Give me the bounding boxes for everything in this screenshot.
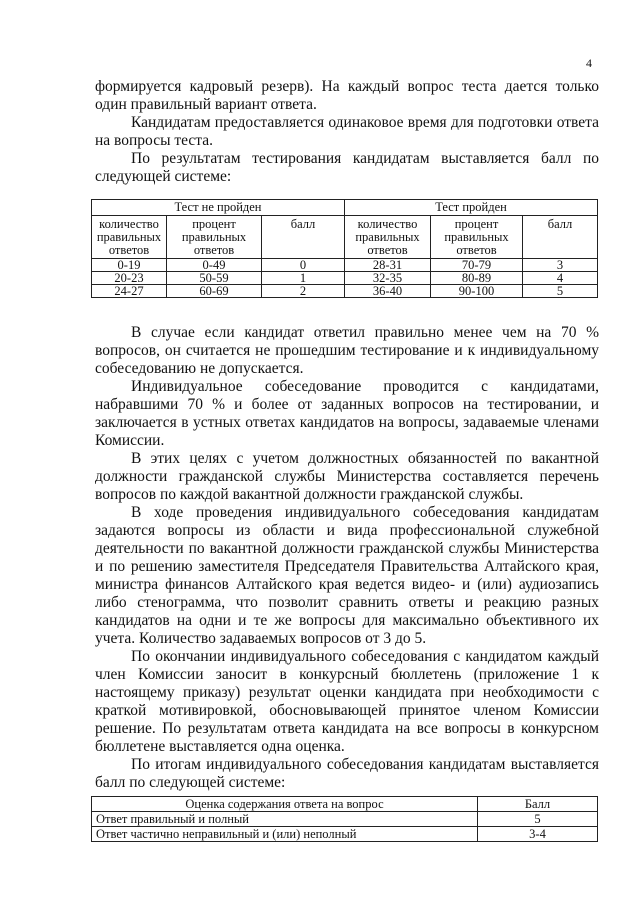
paragraph: В случае если кандидат ответил правильно менее чем на 70 % вопросов, он считается не прошедшим тестирование и к индивидуальному собеседованию не допускается. <box>95 324 599 377</box>
table-cell: 32-35 <box>345 272 431 285</box>
paragraph: В этих целях с учетом должностных обязанностей по вакантной должности гражданской службы Министерства составляется перечень вопросов по каждой вакантной должности гражданской службы. <box>95 450 599 503</box>
table-cell: 20-23 <box>92 272 167 285</box>
table-cell: 90-100 <box>431 285 523 298</box>
column-header: Оценка содержания ответа на вопрос <box>92 797 478 812</box>
column-header: количество правильных ответов <box>92 216 167 259</box>
table-cell: 5 <box>478 812 598 827</box>
paragraph: формируется кадровый резерв). На каждый вопрос теста дается только один правильный вариант ответа. <box>95 78 599 113</box>
table-cell: 0-49 <box>167 259 262 272</box>
table-cell: 1 <box>262 272 345 285</box>
table-row <box>92 285 598 298</box>
table-row <box>92 812 598 827</box>
table-cell: 36-40 <box>345 285 431 298</box>
paragraph: Индивидуальное собеседование проводится с кандидатами, набравшими 70 % и более от заданных вопросов на тестировании, и заключается в устных ответах кандидатов на вопросы, задаваемые членами Комиссии. <box>95 378 599 449</box>
table-cell: 0-19 <box>92 259 167 272</box>
test-score-table <box>91 199 598 298</box>
table-row <box>92 259 598 272</box>
column-header: процент правильных ответов <box>167 216 262 259</box>
header-test-failed: Тест не пройден <box>92 200 345 216</box>
column-header: балл <box>523 216 598 259</box>
text-block-main <box>95 324 599 792</box>
column-header: Балл <box>478 797 598 812</box>
table-cell: Ответ правильный и полный <box>92 812 478 827</box>
table-cell: 50-59 <box>167 272 262 285</box>
paragraph: В ходе проведения индивидуального собеседования кандидатам задаются вопросы из области и вида профессиональной служебной деятельности по вакантной должности гражданской службы Министерства и по решению заместителя Председателя Правительства Алтайского края, министра финансов Алтайского края ведется видео- и (или) аудиозапись либо стенограмма, что позволит сравнить ответы и реакцию разных кандидатов на одни и те же вопросы для максимально объективного их учета. Количество задаваемых вопросов от 3 до 5. <box>95 504 599 647</box>
header-test-passed: Тест пройден <box>345 200 598 216</box>
table-cell: Ответ частично неправильный и (или) неполный <box>92 827 478 842</box>
interview-score-table <box>91 796 598 842</box>
column-header: балл <box>262 216 345 259</box>
column-header: количество правильных ответов <box>345 216 431 259</box>
paragraph: По итогам индивидуального собеседования кандидатам выставляется балл по следующей системе: <box>95 756 599 791</box>
table-cell: 5 <box>523 285 598 298</box>
table-cell: 24-27 <box>92 285 167 298</box>
paragraph: Кандидатам предоставляется одинаковое время для подготовки ответа на вопросы теста. <box>95 114 599 149</box>
table-header-row <box>92 797 598 812</box>
table-row <box>92 827 598 842</box>
column-header: процент правильных ответов <box>431 216 523 259</box>
table-cell: 70-79 <box>431 259 523 272</box>
table-cell: 60-69 <box>167 285 262 298</box>
paragraph: По окончании индивидуального собеседования с кандидатом каждый член Комиссии заносит в конкурсный бюллетень (приложение 1 к настоящему приказу) результат оценки кандидата при необходимости с краткой мотивировкой, обосновывающей принятое членом Комиссии решение. По результатам ответа кандидата на все вопросы в конкурсном бюллетене выставляется одна оценка. <box>95 648 599 755</box>
table-cell: 3 <box>523 259 598 272</box>
table-row <box>92 272 598 285</box>
text-block-top <box>95 78 599 186</box>
page-number: 4 <box>586 56 592 70</box>
table-cell: 2 <box>262 285 345 298</box>
table-cell: 0 <box>262 259 345 272</box>
table-cell: 4 <box>523 272 598 285</box>
table-cell: 3-4 <box>478 827 598 842</box>
table-cell: 80-89 <box>431 272 523 285</box>
paragraph: По результатам тестирования кандидатам выставляется балл по следующей системе: <box>95 150 599 185</box>
table-cell: 28-31 <box>345 259 431 272</box>
